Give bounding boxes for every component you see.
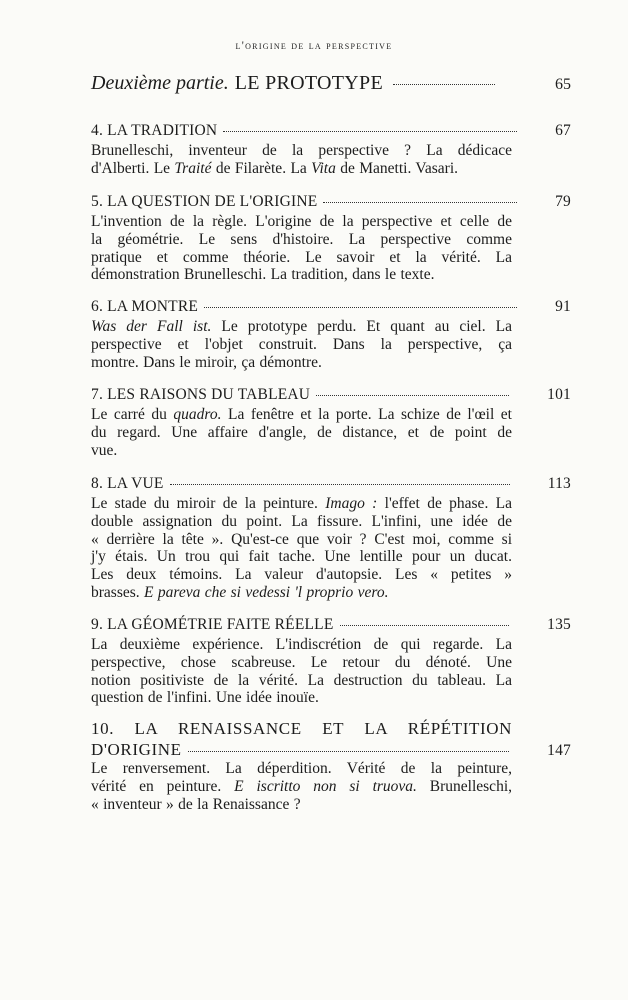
chapter-title: 9. LA GÉOMÉTRIE FAITE RÉELLE [91, 616, 334, 633]
toc-entry-chapter-4[interactable] [91, 122, 571, 178]
chapter-page-number: 79 [555, 193, 571, 210]
chapter-summary [91, 760, 512, 813]
chapter-page-number: 101 [547, 386, 571, 403]
toc-entry-chapter-7[interactable] [91, 386, 571, 459]
chapter-summary [91, 318, 512, 371]
summary-line: question de l'infini. Une idée inouïe. [91, 689, 319, 707]
summary-line: brasses. E pareva che si vedessi 'l proprio vero. [91, 583, 389, 601]
summary-line: L'invention de la règle. L'origine de la perspective et celle de [91, 213, 512, 230]
chapter-page-number: 135 [547, 616, 571, 633]
summary-line: double assignation du point. La fissure. L'infini, une idée de [91, 512, 512, 530]
chapter-title: 8. LA VUE [91, 475, 164, 492]
summary-line: pratique et comme théorie. Le savoir et la vérité. La [91, 248, 512, 266]
toc-entry-chapter-9[interactable] [91, 616, 571, 707]
part-heading [91, 72, 571, 100]
toc-entry-chapter-6[interactable] [91, 298, 571, 371]
chapter-title: 5. LA QUESTION DE L'ORIGINE [91, 193, 318, 210]
summary-line: démonstration Brunelleschi. La tradition, dans le texte. [91, 266, 435, 284]
chapter-summary [91, 142, 512, 178]
italic-run: Imago : [325, 495, 378, 512]
chapter-page-number: 91 [555, 298, 571, 315]
toc-entry-chapter-5[interactable] [91, 193, 571, 284]
summary-line: j'y étais. Un trou qui fait tache. Une lentille pour un ducat. [91, 548, 512, 566]
leader-dots [223, 131, 517, 132]
summary-line: perspective, chose scabreuse. Le retour du dénoté. Une [91, 653, 512, 671]
chapter-title: 6. LA MONTRE [91, 298, 199, 315]
leader-dots [340, 625, 510, 626]
summary-line: Le renversement. La déperdition. Vérité de la peinture, [91, 760, 512, 777]
part-label: Deuxième partie. [91, 72, 229, 94]
summary-line: du regard. Une affaire d'angle, de distance, et de point de [91, 423, 512, 441]
chapter-page-number: 67 [555, 122, 571, 139]
chapter-summary [91, 636, 512, 707]
summary-line: La deuxième expérience. L'indiscrétion de qui regarde. La [91, 636, 512, 653]
italic-run: quadro. [173, 406, 222, 423]
leader-dots [188, 751, 510, 752]
chapter-summary [91, 495, 512, 602]
chapter-summary [91, 406, 512, 459]
summary-line: Was der Fall ist. Le prototype perdu. Et quant au ciel. La [91, 318, 512, 335]
summary-line: vue. [91, 441, 118, 459]
italic-run: Was der Fall ist. [91, 318, 212, 335]
leader-dots [170, 484, 510, 485]
running-head: l'origine de la perspective [235, 40, 393, 52]
summary-line: Brunelleschi, inventeur de la perspective ? La dédicace [91, 142, 512, 159]
leader-dots [393, 84, 495, 85]
leader-dots [204, 307, 517, 308]
summary-line: « derrière la tête ». Qu'est-ce que voir ? C'est moi, comme si [91, 530, 512, 548]
summary-line: d'Alberti. Le Traité de Filarète. La Vita de Manetti. Vasari. [91, 159, 459, 177]
toc-entry-chapter-8[interactable] [91, 475, 571, 602]
summary-line: perspective et l'objet construit. Dans la perspective, ça [91, 335, 512, 353]
italic-run: Traité [174, 159, 212, 177]
leader-dots [316, 395, 509, 396]
chapter-title-line-1: 10. LA RENAISSANCE ET LA RÉPÉTITION [91, 719, 512, 738]
italic-run: E pareva che si vedessi 'l proprio vero. [144, 583, 389, 601]
summary-line: Le carré du quadro. La fenêtre et la porte. La schize de l'œil et [91, 406, 512, 423]
chapter-summary [91, 213, 512, 284]
italic-run: E iscritto non si truova. [234, 777, 417, 795]
leader-dots [323, 202, 517, 203]
toc-entry-chapter-10[interactable] [91, 719, 571, 813]
summary-line: « inventeur » de la Renaissance ? [91, 795, 301, 813]
chapter-page-number: 147 [547, 742, 571, 759]
chapter-page-number: 113 [547, 475, 571, 492]
summary-line: notion positiviste de la vérité. La destruction du tableau. La [91, 671, 512, 689]
part-title: LE PROTOTYPE [234, 72, 383, 94]
summary-line: Les deux témoins. La valeur d'autopsie. Les « petites » [91, 566, 512, 584]
italic-run: Vita [311, 159, 336, 177]
summary-line: vérité en peinture. E iscritto non si truova. Brunelleschi, [91, 777, 512, 795]
chapter-title: 4. LA TRADITION [91, 122, 218, 139]
chapter-title: D'ORIGINE [91, 740, 182, 759]
summary-line: Le stade du miroir de la peinture. Imago : l'effet de phase. La [91, 495, 512, 512]
part-page-number: 65 [555, 76, 571, 93]
summary-line: la géométrie. Le sens d'histoire. La perspective comme [91, 230, 512, 248]
summary-line: montre. Dans le miroir, ça démontre. [91, 353, 322, 371]
chapter-title: 7. LES RAISONS DU TABLEAU [91, 386, 311, 403]
